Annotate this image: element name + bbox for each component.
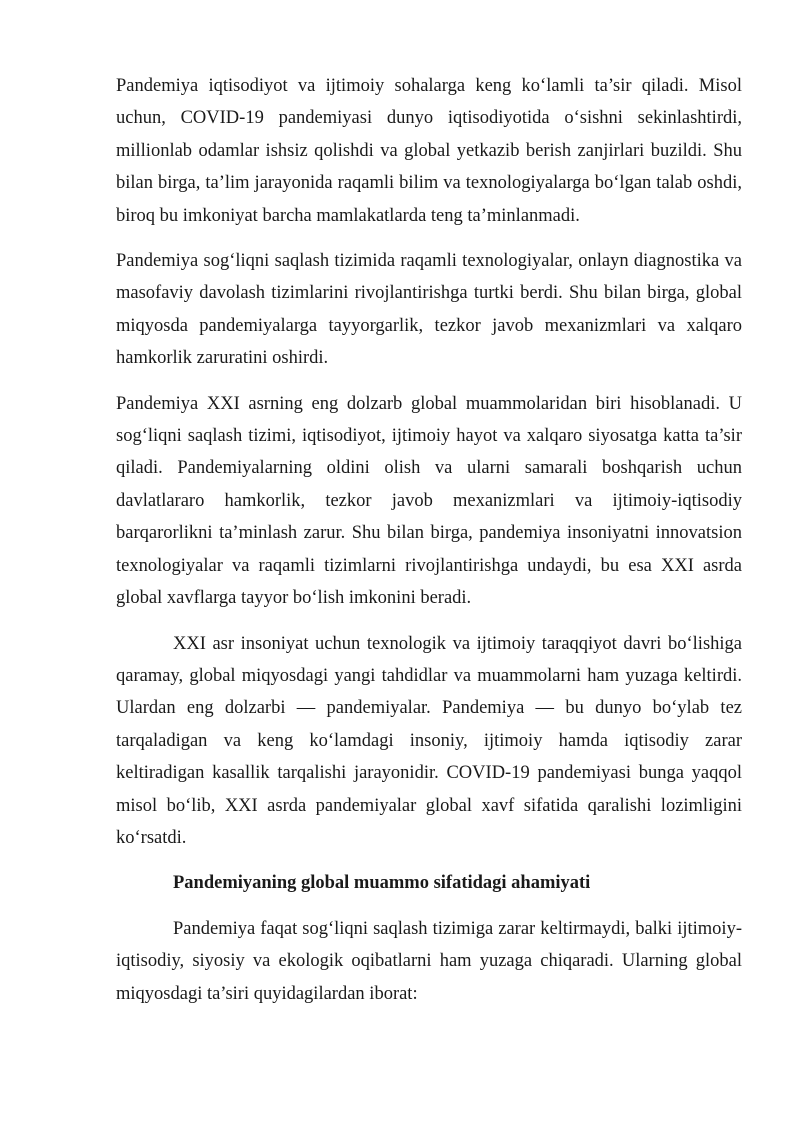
paragraph-economic-impact: Pandemiya iqtisodiyot va ijtimoiy sohalarga keng ko‘lamli ta’sir qiladi. Misol uchun, COVID-19 pandemiyasi dunyo iqtisodiyotida o‘sishni sekinlashtirdi, millionlab odamlar ishsiz qolishdi va global yetkazib berish zanjirlari buzildi. Shu bilan birga, ta’lim jarayonida raqamli bilim va texnologiyalarga bo‘lgan talab oshdi, biroq bu imkoniyat barcha mamlakatlarda teng ta’minlanmadi.: [116, 76, 742, 226]
paragraph-consequences: Pandemiya faqat sog‘liqni saqlash tizimiga zarar keltirmaydi, balki ijtimoiy-iqtisodiy, siyosiy va ekologik oqibatlarni ham yuzaga chiqaradi. Ularning global miqyosdagi ta’siri quyidagilardan iborat:: [116, 918, 742, 1004]
paragraph-21st-century: XXI asr insoniyat uchun texnologik va ijtimoiy taraqqiyot davri bo‘lishiga qaramay, global miqyosdagi yangi tahdidlar va muammolarni ham yuzaga keltirdi. Ulardan eng dolzarbi — pandemiyalar. Pandemiya — bu dunyo bo‘ylab tez tarqaladigan va keng ko‘lamdagi insoniy, ijtimoiy hamda iqtisodiy zarar keltiradigan kasallik tarqalishi jarayonidir. COVID-19 pandemiyasi bunga yaqqol misol bo‘lib, XXI asrda pandemiyalar global xavf sifatida qaralishi lozimligini ko‘rsatdi.: [116, 633, 742, 848]
document-page: [116, 70, 742, 1023]
paragraph-global-problem: Pandemiya XXI asrning eng dolzarb global muammolaridan biri hisoblanadi. U sog‘liqni saqlash tizimi, iqtisodiyot, ijtimoiy hayot va xalqaro siyosatga katta ta’sir qiladi. Pandemiyalarning oldini olish va ularni samarali boshqarish uchun davlatlararo hamkorlik, tezkor javob mexanizmlari va ijtimoiy-iqtisodiy barqarorlikni ta’minlash zarur. Shu bilan birga, pandemiya insoniyatni innovatsion texnologiyalar va raqamli tizimlarni rivojlantirishga undaydi, bu esa XXI asrda global xavflarga tayyor bo‘lish imkonini beradi.: [116, 393, 742, 609]
paragraph-healthcare-tech: Pandemiya sog‘liqni saqlash tizimida raqamli texnologiyalar, onlayn diagnostika va masofaviy davolash tizimlarini rivojlantirishga turtki berdi. Shu bilan birga, global miqyosda pandemiyalarga tayyorgarlik, tezkor javob mexanizmlari va xalqaro hamkorlik zaruratini oshirdi.: [116, 251, 742, 369]
section-heading: Pandemiyaning global muammo sifatidagi ahamiyati: [173, 873, 591, 894]
